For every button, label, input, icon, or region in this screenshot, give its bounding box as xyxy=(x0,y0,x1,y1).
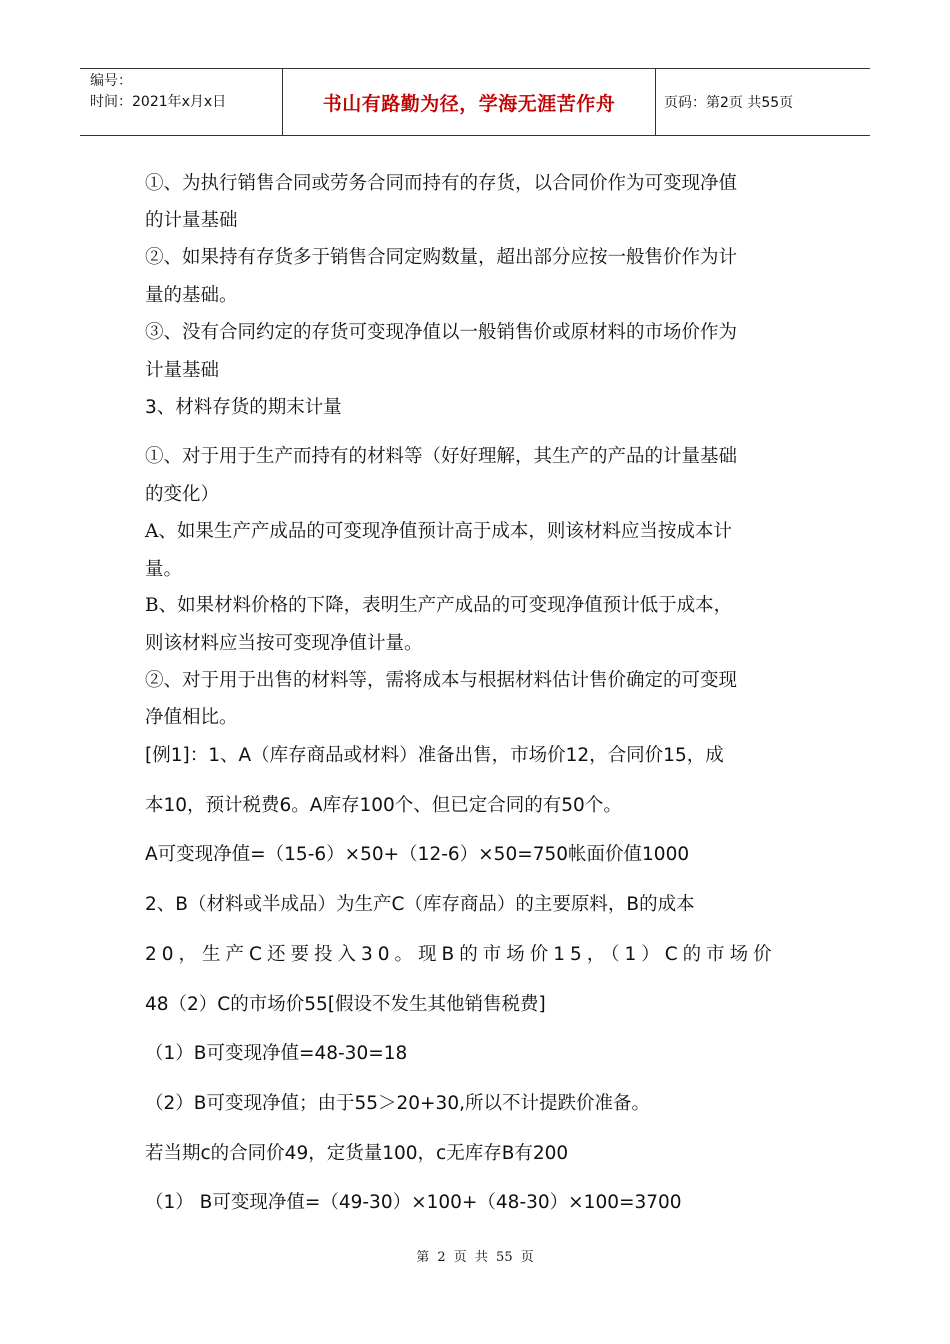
body-line: 量。 xyxy=(145,559,183,580)
section-heading: 3、材料存货的期末计量 xyxy=(145,397,342,418)
body-line: 计量基础 xyxy=(145,360,220,381)
header-meta xyxy=(80,69,282,135)
body-line: 净值相比。 xyxy=(145,707,238,728)
example-line: 20，生产C还要投入30。现B的市场价15，（1）C的市场价 xyxy=(145,944,777,965)
body-line: 的计量基础 xyxy=(145,210,238,231)
body-line: 则该材料应当按可变现净值计量。 xyxy=(145,633,423,654)
body-line: ①、为执行销售合同或劳务合同而持有的存货，以合同价作为可变现净值 xyxy=(145,173,738,194)
formula-line: （1） B可变现净值=（49-30）×100+（48-30）×100=3700 xyxy=(145,1192,682,1213)
body-line: 的变化） xyxy=(145,484,220,505)
body-line: ②、对于用于出售的材料等，需将成本与根据材料估计售价确定的可变现 xyxy=(145,670,738,691)
formula-line: （1）B可变现净值=48-30=18 xyxy=(145,1043,408,1064)
body-line: ①、对于用于生产而持有的材料等（好好理解，其生产的产品的计量基础 xyxy=(145,446,738,467)
document-number-label: 编号： xyxy=(90,73,132,89)
page-header xyxy=(80,68,870,136)
body-line: B、如果材料价格的下降，表明生产产成品的可变现净值预计低于成本， xyxy=(145,595,733,616)
body-line: A、如果生产产成品的可变现净值预计高于成本，则该材料应当按成本计 xyxy=(145,521,732,542)
example-line: 本10，预计税费6。A库存100个、但已定合同的有50个。 xyxy=(145,795,622,816)
header-page-number: 页码：第2页 共55页 xyxy=(664,95,794,111)
formula-line: （2）B可变现净值；由于55＞20+30,所以不计提跌价准备。 xyxy=(145,1093,650,1114)
body-line: ②、如果持有存货多于销售合同定购数量，超出部分应按一般售价作为计 xyxy=(145,247,738,268)
header-motto: 书山有路勤为径，学海无涯苦作舟 xyxy=(282,69,656,135)
example-line: [例1]：1、A（库存商品或材料）准备出售，市场价12，合同价15，成 xyxy=(145,745,724,766)
body-line: ③、没有合同约定的存货可变现净值以一般销售价或原材料的市场价作为 xyxy=(145,322,738,343)
formula-line: A可变现净值=（15-6）×50+（12-6）×50=750帐面价值1000 xyxy=(145,844,690,865)
page-footer: 第 2 页 共 55 页 xyxy=(416,1250,534,1265)
body-line: 量的基础。 xyxy=(145,285,238,306)
example-line: 2、B（材料或半成品）为生产C（库存商品）的主要原料，B的成本 xyxy=(145,894,695,915)
document-date-label: 时间：2021年x月x日 xyxy=(90,94,227,110)
example-line: 48（2）C的市场价55[假设不发生其他销售税费] xyxy=(145,994,546,1015)
example-line: 若当期c的合同价49，定货量100，c无库存B有200 xyxy=(145,1143,569,1164)
